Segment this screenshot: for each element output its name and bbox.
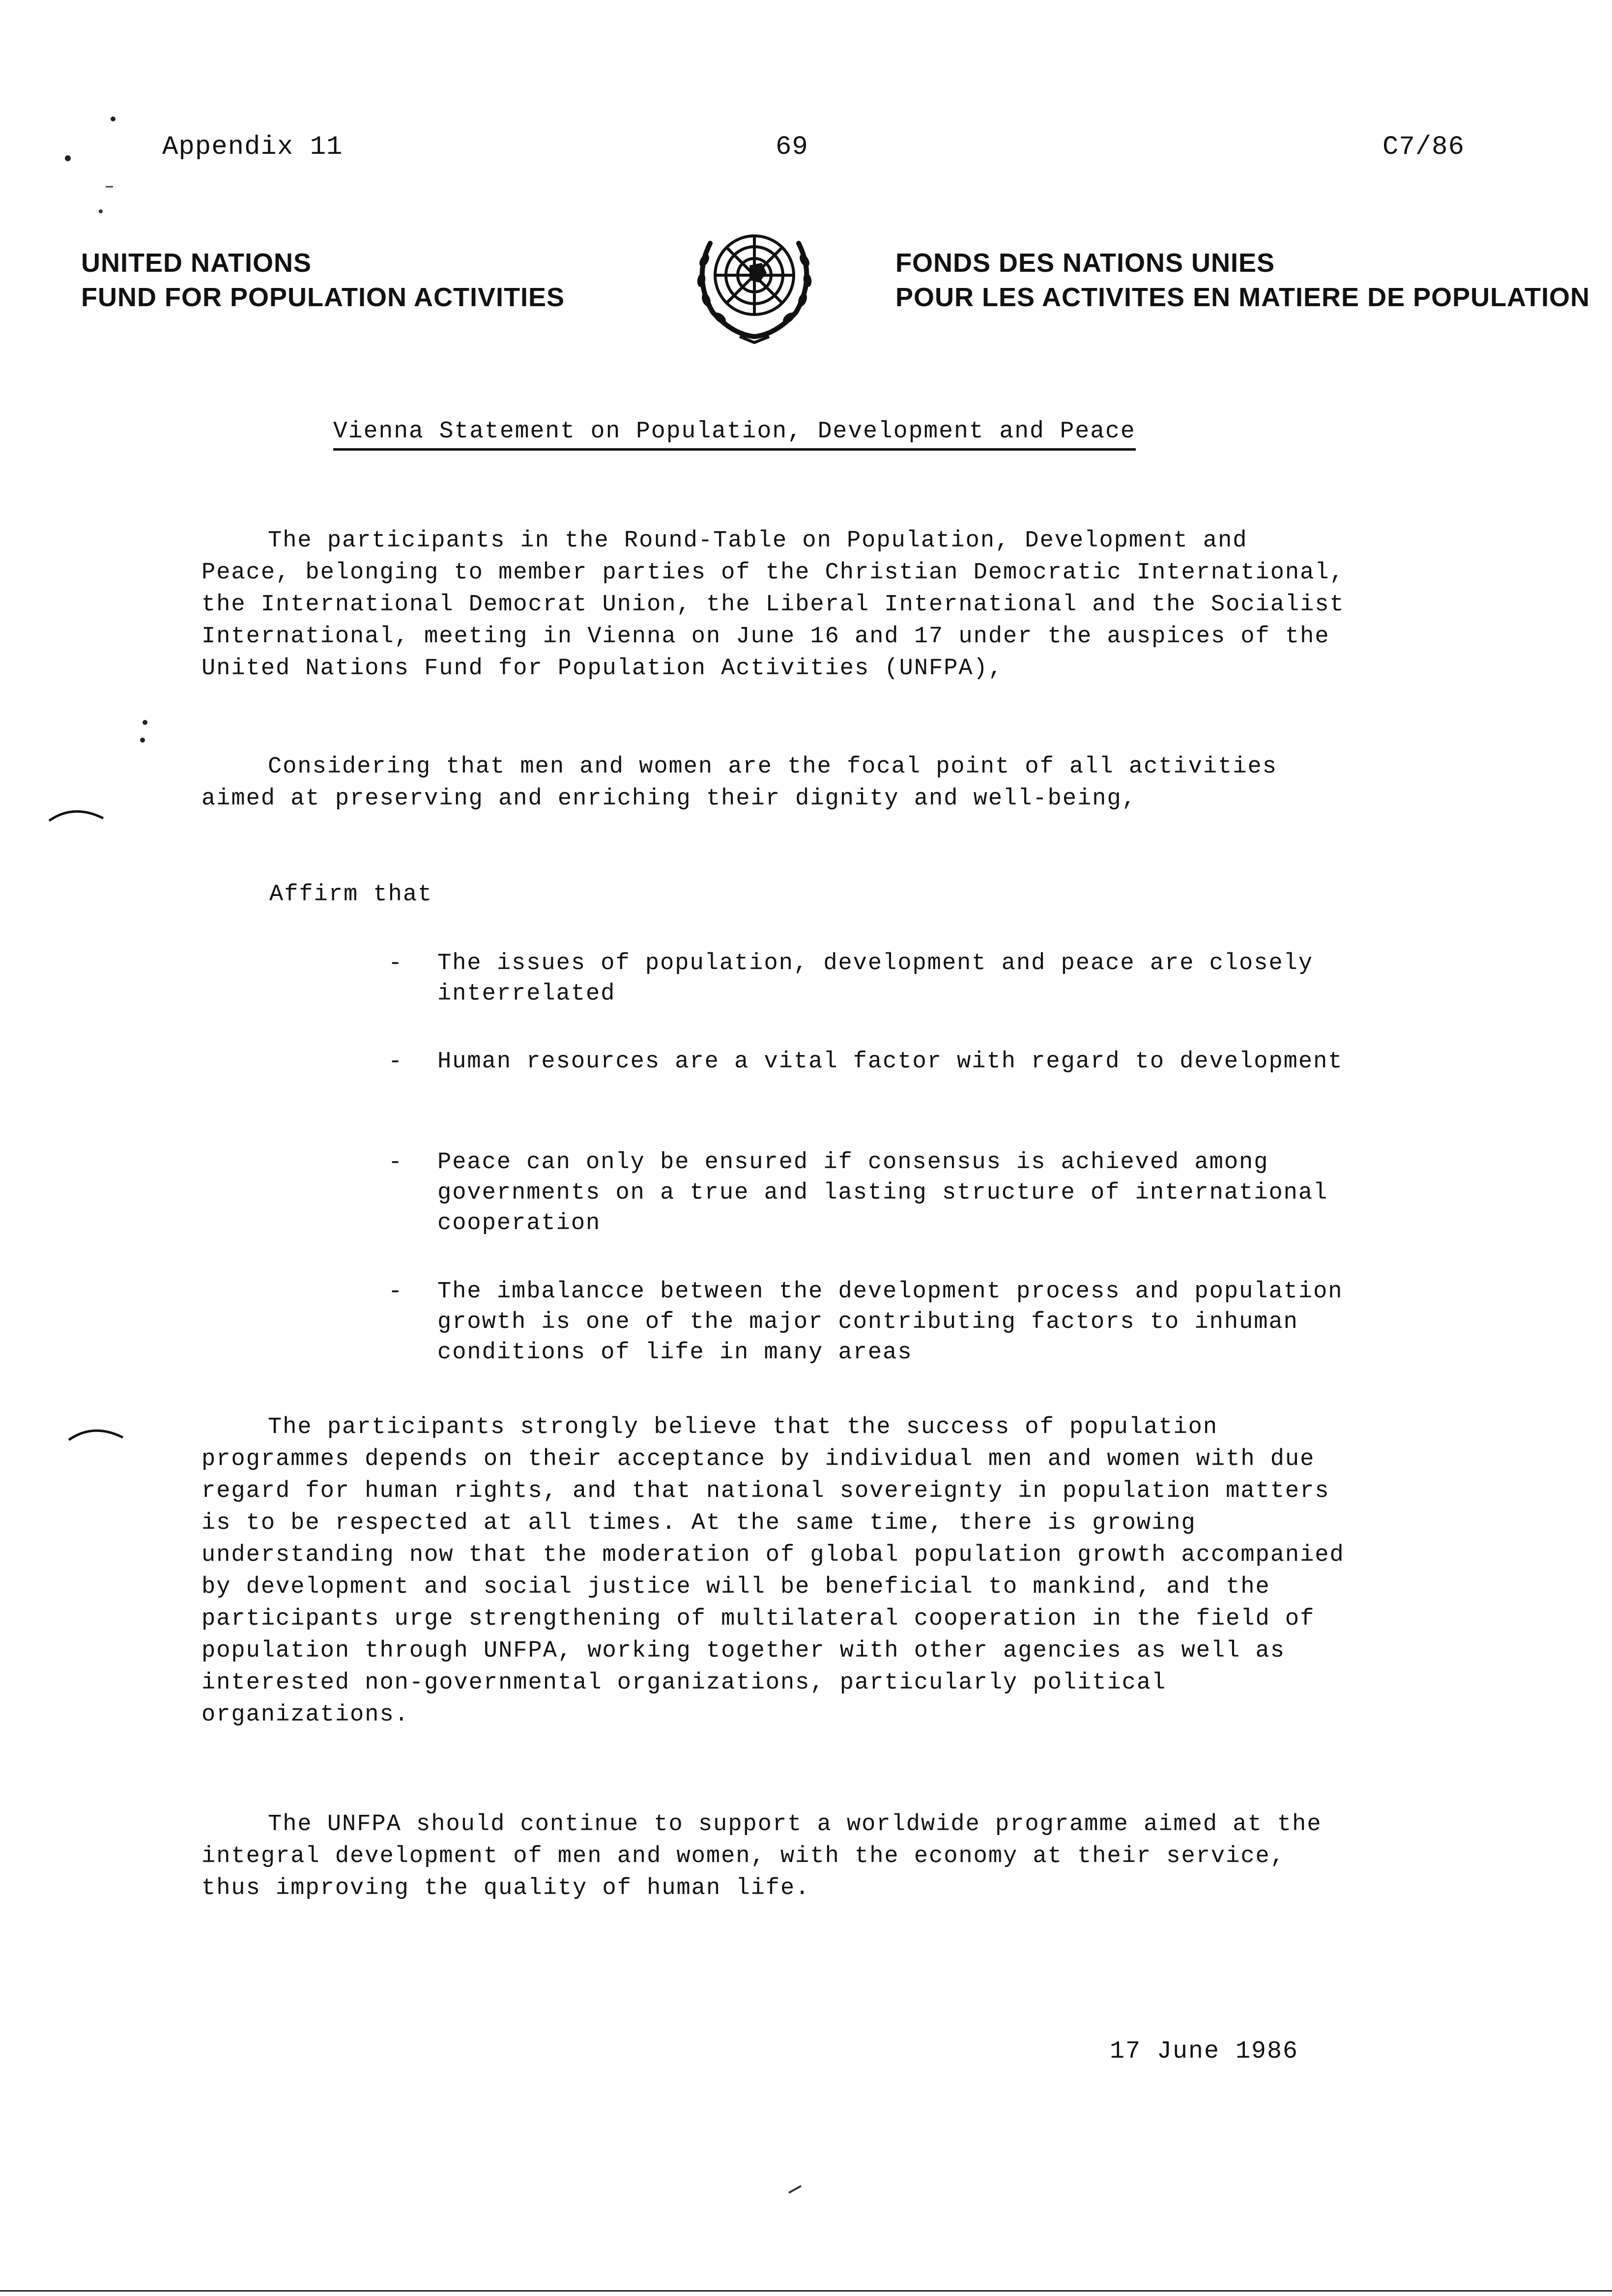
paragraph-preamble-text: The participants in the Round-Table on Population, Development and Peace, belonging to member parties of the Christian Democratic International, the International Democrat Union, the Liberal International and the Socialist International, meeting in Vienna on June 16 and 17 under the auspices of the United Nations Fund for Population Activities (UNFPA), <box>202 528 1345 682</box>
bullet-dash: - <box>388 1279 403 1305</box>
org-name-french-line2: POUR LES ACTIVITES EN MATIERE DE POPULATION <box>895 283 1590 312</box>
org-name-french-line1: FONDS DES NATIONS UNIES <box>895 248 1275 278</box>
org-name-english-line1: UNITED NATIONS <box>81 248 312 278</box>
scan-mark <box>128 718 157 747</box>
document-date: 17 June 1986 <box>1110 2038 1299 2066</box>
paragraph-unfpa <box>202 1808 1347 1904</box>
list-item-text: The imbalancce between the development process and population growth is one of the major contributing factors to inhuman conditions of life in many areas <box>437 1279 1343 1366</box>
affirm-heading: Affirm that <box>269 882 433 908</box>
list-item-text: The issues of population, development and peace are closely interrelated <box>437 950 1314 1007</box>
scan-mark <box>59 113 128 226</box>
list-item-text: Peace can only be ensured if consensus is achieved among governments on a true and lasting structure of international cooperation <box>437 1149 1328 1236</box>
scan-mark <box>44 801 108 831</box>
appendix-label: Appendix 11 <box>162 132 343 162</box>
org-name-english-line2: FUND FOR POPULATION ACTIVITIES <box>81 283 565 312</box>
paragraph-unfpa-text: The UNFPA should continue to support a worldwide programme aimed at the integral development of men and women, with the economy at their service, thus improving the quality of human life. <box>202 1811 1322 1901</box>
paragraph-belief <box>202 1411 1347 1731</box>
scan-mark <box>64 1420 128 1450</box>
document-title: Vienna Statement on Population, Development and Peace <box>333 417 1136 451</box>
page-number: 69 <box>776 132 808 162</box>
bullet-dash: - <box>388 950 403 976</box>
bullet-dash: - <box>388 1149 403 1176</box>
paragraph-considering <box>202 751 1347 815</box>
paragraph-preamble <box>202 525 1347 685</box>
list-item-text: Human resources are a vital factor with regard to development <box>437 1049 1343 1075</box>
org-name-french <box>895 246 1590 315</box>
bullet-dash: - <box>388 1049 403 1075</box>
paragraph-considering-text: Considering that men and women are the focal point of all activities aimed at preserving and enriching their dignity and well-being, <box>202 754 1277 812</box>
scan-mark <box>786 2182 806 2197</box>
un-emblem-icon <box>676 214 833 351</box>
document-code: C7/86 <box>1382 132 1465 162</box>
org-name-english <box>81 246 565 315</box>
paragraph-belief-text: The participants strongly believe that the success of population programmes depends on their acceptance by individual men and women with due regard for human rights, and that national sovereignty in population matters is to be respected at all times. At the same time, there is growing understanding now that the moderation of global population growth accompanied by development and social justice will be beneficial to mankind, and the participants urge strengthening of multilateral cooperation in the field of population through UNFPA, working together with other agencies as well as interested non-governmental organizations, particularly political organizations. <box>202 1414 1345 1728</box>
scan-edge-line <box>0 2290 1612 2292</box>
